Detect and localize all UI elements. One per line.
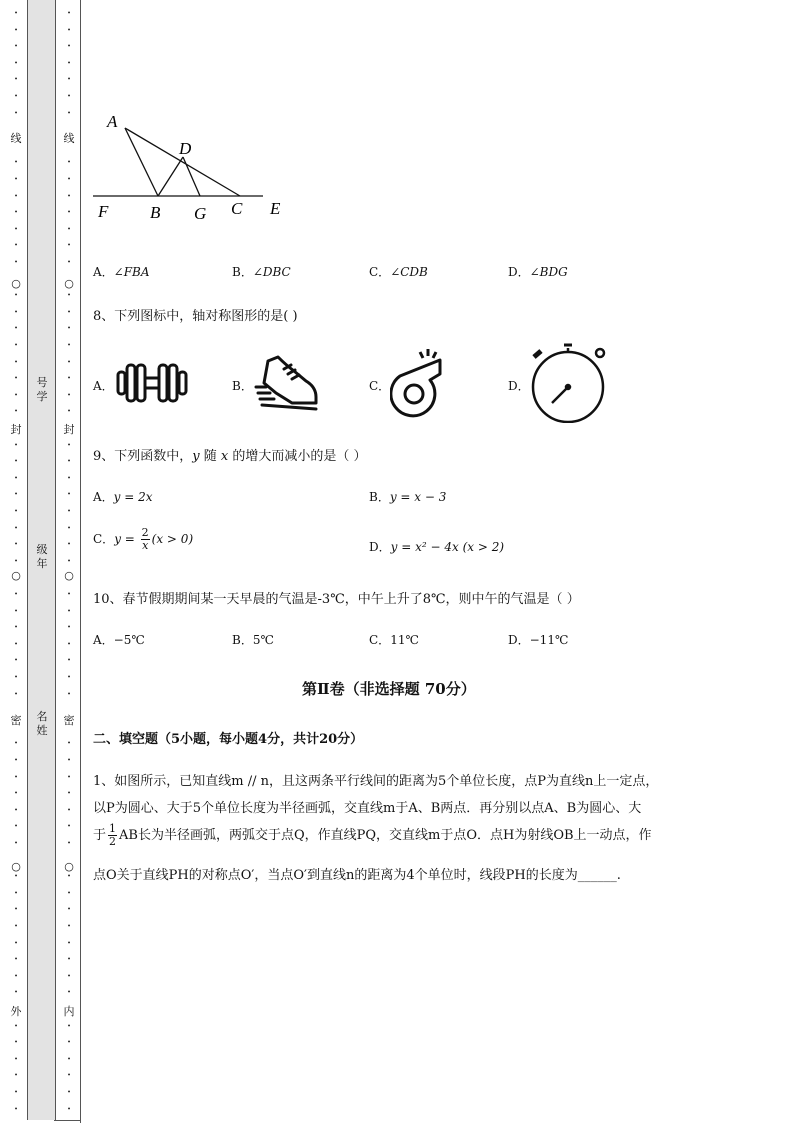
binding-dot: • xyxy=(14,774,18,781)
binding-dot: • xyxy=(14,525,18,532)
binding-dot: • xyxy=(14,973,18,980)
binding-dot: • xyxy=(67,674,71,681)
binding-dot: • xyxy=(67,93,71,100)
binding-dot: • xyxy=(14,740,18,747)
binding-dot: • xyxy=(67,890,71,897)
binding-label: 密 xyxy=(63,714,75,727)
binding-dot: • xyxy=(67,259,71,266)
binding-dot: • xyxy=(14,807,18,814)
q1-line-4: 点O关于直线PH的对称点O′，当点O′到直线n的距离为4个单位时，线段PH的长度为______. xyxy=(93,868,621,883)
grade-label: 级年 xyxy=(36,543,48,570)
whistle-icon xyxy=(390,346,446,418)
binding-dot: • xyxy=(67,442,71,449)
binding-dot: • xyxy=(67,76,71,83)
binding-dot: • xyxy=(14,541,18,548)
binding-dot: • xyxy=(67,193,71,200)
binding-label: ○ xyxy=(64,569,74,582)
binding-dot: • xyxy=(14,458,18,465)
binding-dot: • xyxy=(67,624,71,631)
binding-dot: • xyxy=(67,906,71,913)
binding-label: ○ xyxy=(11,860,21,873)
binding-dot: • xyxy=(67,541,71,548)
q10-option-b: B．5℃ xyxy=(232,633,274,647)
binding-dot: • xyxy=(14,657,18,664)
q8-option-a-letter: A． xyxy=(93,379,114,393)
binding-dot: • xyxy=(67,840,71,847)
label-f: F xyxy=(98,202,109,221)
binding-dot: • xyxy=(67,359,71,366)
binding-dot: • xyxy=(14,956,18,963)
binding-dot: • xyxy=(67,1072,71,1079)
binding-dot: • xyxy=(67,508,71,515)
q8-option-c-letter: C． xyxy=(369,379,391,393)
binding-dot: • xyxy=(67,989,71,996)
binding-dot: • xyxy=(67,209,71,216)
part2-title: 第Ⅱ卷（非选择题 70分） xyxy=(302,680,476,698)
fraction-one-half: $\frac{1}{2}$ xyxy=(109,822,117,848)
dumbbell-icon xyxy=(115,360,189,406)
margin-divider xyxy=(80,0,81,1123)
binding-dot: • xyxy=(67,27,71,34)
q10-option-c: C．11℃ xyxy=(369,633,419,647)
binding-dot: • xyxy=(14,1056,18,1063)
section2-title: 二、填空题（5小题，每小题4分，共计20分） xyxy=(93,732,364,747)
binding-dot: • xyxy=(14,624,18,631)
binding-dot: • xyxy=(14,375,18,382)
q7-option-c: C．∠CDB xyxy=(369,265,428,279)
binding-dot: • xyxy=(14,325,18,332)
q9-option-a: A．y = 2x xyxy=(93,490,153,504)
q10-stem: 10、春节假期期间某一天早晨的气温是-3℃，中午上升了8℃，则中午的气温是（ ） xyxy=(93,592,580,607)
binding-dot: • xyxy=(14,43,18,50)
binding-dot: • xyxy=(14,93,18,100)
binding-dot: • xyxy=(67,325,71,332)
binding-dot: • xyxy=(67,641,71,648)
binding-dot: • xyxy=(67,591,71,598)
q7-option-d: D．∠BDG xyxy=(508,265,568,279)
binding-dot: • xyxy=(14,873,18,880)
binding-dot: • xyxy=(14,27,18,34)
binding-dot: • xyxy=(14,674,18,681)
binding-label: 外 xyxy=(10,1005,22,1018)
binding-dot: • xyxy=(14,292,18,299)
binding-dot: • xyxy=(14,890,18,897)
binding-dot: • xyxy=(67,757,71,764)
binding-dot: • xyxy=(67,873,71,880)
binding-label: 内 xyxy=(63,1005,75,1018)
binding-dot: • xyxy=(67,242,71,249)
q1-line-2: 以P为圆心、大于5个单位长度为半径画弧，交直线m于A、B两点．再分别以点A、B为圆心、大 xyxy=(93,801,642,816)
binding-dot: • xyxy=(67,110,71,117)
geometry-figure xyxy=(88,105,288,225)
binding-dot: • xyxy=(14,608,18,615)
q1-line-1: 1、如图所示，已知直线m // n，且这两条平行线间的距离为5个单位长度，点P为直线n上一定点， xyxy=(93,774,659,789)
binding-dot: • xyxy=(14,408,18,415)
binding-dot: • xyxy=(67,176,71,183)
binding-dot: • xyxy=(14,491,18,498)
q1-line-3: 于 $\frac{1}{2}$ AB长为半径画弧，两弧交于点Q，作直线PQ，交直线m于点O．点H为射线OB上一动点，作 xyxy=(93,822,652,848)
fraction-2-over-x: $\frac{2}{x}$ xyxy=(141,526,149,552)
binding-dot: • xyxy=(14,923,18,930)
binding-dot: • xyxy=(14,309,18,316)
binding-dot: • xyxy=(14,392,18,399)
binding-dot: • xyxy=(14,508,18,515)
q8-option-d-letter: D． xyxy=(508,379,530,393)
stopwatch-icon xyxy=(526,341,612,423)
student-number-label: 号学 xyxy=(36,376,48,403)
binding-dot: • xyxy=(67,1039,71,1046)
running-shoe-icon xyxy=(254,353,320,413)
label-b: B xyxy=(150,203,161,222)
binding-dot: • xyxy=(67,608,71,615)
binding-dot: • xyxy=(67,740,71,747)
binding-label: ○ xyxy=(64,277,74,290)
binding-label: 线 xyxy=(10,132,22,145)
binding-dot: • xyxy=(67,309,71,316)
binding-dot: • xyxy=(14,641,18,648)
q9-stem: 9、下列函数中，y 随 x 的增大而减小的是（ ） xyxy=(93,449,367,464)
binding-dot: • xyxy=(14,226,18,233)
binding-dot: • xyxy=(14,757,18,764)
binding-dot: • xyxy=(67,691,71,698)
q10-option-a: A．−5℃ xyxy=(93,633,145,647)
binding-dot: • xyxy=(67,956,71,963)
q7-option-a: A．∠FBA xyxy=(93,265,150,279)
binding-dot: • xyxy=(67,408,71,415)
binding-dot: • xyxy=(67,973,71,980)
binding-dot: • xyxy=(14,840,18,847)
binding-dot: • xyxy=(14,242,18,249)
q8-option-b-letter: B． xyxy=(232,379,253,393)
outer-binding-column xyxy=(10,0,22,1123)
binding-dot: • xyxy=(67,43,71,50)
binding-dot: • xyxy=(14,10,18,17)
binding-dot: • xyxy=(14,591,18,598)
binding-dot: • xyxy=(14,110,18,117)
label-a: A xyxy=(107,112,118,131)
binding-label: ○ xyxy=(64,860,74,873)
binding-dot: • xyxy=(67,657,71,664)
binding-label: 密 xyxy=(10,714,22,727)
binding-dot: • xyxy=(67,940,71,947)
q10-option-d: D．−11℃ xyxy=(508,633,569,647)
binding-dot: • xyxy=(67,375,71,382)
label-c: C xyxy=(231,199,243,218)
margin-bottom-rule xyxy=(54,1120,81,1121)
binding-dot: • xyxy=(14,193,18,200)
name-label: 名姓 xyxy=(36,710,48,737)
binding-label: 封 xyxy=(63,423,75,436)
binding-dot: • xyxy=(14,442,18,449)
binding-dot: • xyxy=(14,691,18,698)
binding-dot: • xyxy=(67,558,71,565)
binding-dot: • xyxy=(14,989,18,996)
binding-dot: • xyxy=(14,790,18,797)
q9-option-c: C．y = $\frac{2}{x}$ (x > 0) xyxy=(93,526,194,552)
binding-dot: • xyxy=(14,906,18,913)
binding-label: ○ xyxy=(11,569,21,582)
inner-binding-column xyxy=(63,0,75,1123)
binding-dot: • xyxy=(14,1023,18,1030)
binding-dot: • xyxy=(67,10,71,17)
q9-option-d: D．y = x² − 4x (x > 2) xyxy=(369,540,505,554)
binding-dot: • xyxy=(67,226,71,233)
binding-dot: • xyxy=(14,159,18,166)
student-info-strip xyxy=(27,0,56,1120)
binding-dot: • xyxy=(67,491,71,498)
binding-dot: • xyxy=(14,342,18,349)
binding-dot: • xyxy=(67,342,71,349)
binding-dot: • xyxy=(67,1023,71,1030)
label-d: D xyxy=(179,139,192,158)
binding-dot: • xyxy=(67,1106,71,1113)
binding-dot: • xyxy=(67,475,71,482)
binding-dot: • xyxy=(14,1106,18,1113)
segment-dg xyxy=(183,157,200,196)
binding-dot: • xyxy=(14,209,18,216)
q8-stem: 8、下列图标中，轴对称图形的是( ) xyxy=(93,309,298,324)
binding-dot: • xyxy=(67,1056,71,1063)
binding-dot: • xyxy=(67,1089,71,1096)
binding-dot: • xyxy=(14,1072,18,1079)
binding-label: ○ xyxy=(11,277,21,290)
binding-dot: • xyxy=(14,60,18,67)
binding-label: 封 xyxy=(10,423,22,436)
binding-dot: • xyxy=(14,558,18,565)
binding-dot: • xyxy=(67,923,71,930)
binding-dot: • xyxy=(14,940,18,947)
binding-dot: • xyxy=(67,60,71,67)
binding-dot: • xyxy=(14,176,18,183)
binding-dot: • xyxy=(14,259,18,266)
binding-dot: • xyxy=(14,1039,18,1046)
binding-dot: • xyxy=(67,807,71,814)
binding-dot: • xyxy=(67,292,71,299)
q7-option-b: B．∠DBC xyxy=(232,265,291,279)
binding-dot: • xyxy=(67,823,71,830)
label-e: E xyxy=(270,199,281,218)
binding-dot: • xyxy=(14,823,18,830)
binding-dot: • xyxy=(67,392,71,399)
binding-dot: • xyxy=(67,774,71,781)
binding-dot: • xyxy=(67,458,71,465)
label-g: G xyxy=(194,204,207,223)
binding-dot: • xyxy=(14,359,18,366)
binding-dot: • xyxy=(14,76,18,83)
binding-dot: • xyxy=(67,159,71,166)
binding-dot: • xyxy=(67,525,71,532)
binding-dot: • xyxy=(14,475,18,482)
binding-dot: • xyxy=(67,790,71,797)
binding-label: 线 xyxy=(63,132,75,145)
binding-dot: • xyxy=(14,1089,18,1096)
segment-bd xyxy=(158,157,183,196)
q9-option-b: B．y = x − 3 xyxy=(369,490,447,504)
